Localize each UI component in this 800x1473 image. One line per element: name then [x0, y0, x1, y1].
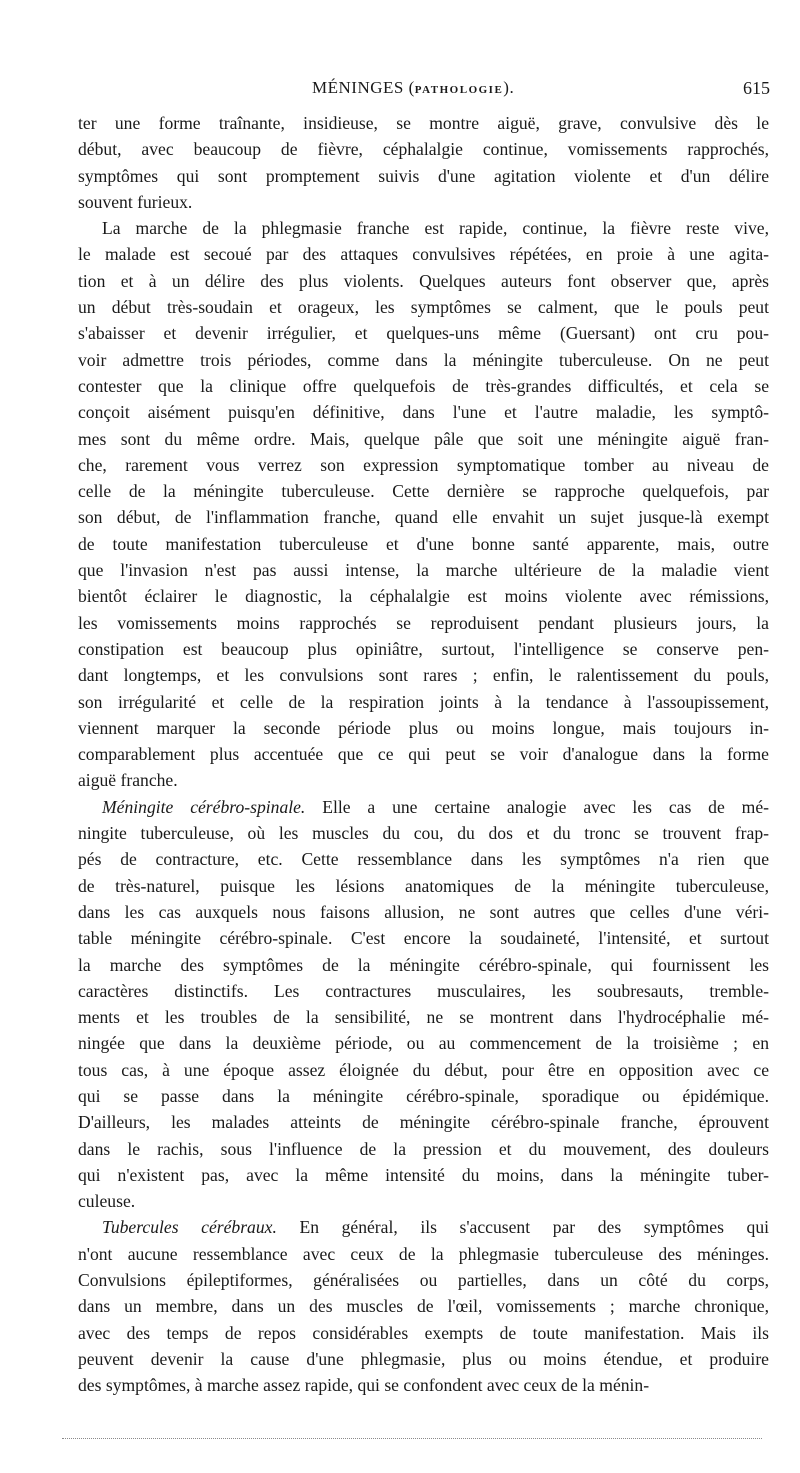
- text-line: le malade est secoué par des attaques convulsives répétées, en proie à une agita-: [78, 244, 769, 265]
- text-line: symptômes qui sont promptement suivis d'une agitation violente et d'un délire: [78, 165, 769, 186]
- text-line: constipation est beaucoup plus opiniâtre, surtout, l'intelligence se conserve pen-: [78, 638, 769, 659]
- text-line: début, avec beaucoup de fièvre, céphalalgie continue, vomissements rapprochés,: [78, 139, 769, 160]
- text-line: des symptômes, à marche assez rapide, qui se confondent avec ceux de la ménin-: [78, 1375, 650, 1396]
- paragraph: [78, 215, 769, 794]
- text-line: bientôt éclairer le diagnostic, la céphalalgie est moins violente avec rémissions,: [78, 586, 769, 607]
- text-line: ningite tuberculeuse, où les muscles du cou, du dos et du tronc se trouvent frap-: [78, 823, 769, 844]
- text-line: comparablement plus accentuée que ce qui peut se voir d'analogue dans la forme: [78, 744, 769, 765]
- text-line: ter une forme traînante, insidieuse, se montre aiguë, grave, convulsive dès le: [78, 113, 769, 133]
- running-title-end: ).: [503, 78, 515, 97]
- text-line: voir admettre trois périodes, comme dans la méningite tuberculeuse. On ne peut: [78, 349, 769, 370]
- paragraph: [78, 794, 769, 1215]
- text-line: aiguë franche.: [78, 770, 178, 791]
- text-line: s'abaisser et devenir irrégulier, et quelques-uns même (Guersant) ont cru pou-: [78, 323, 769, 344]
- text-line: peuvent devenir la cause d'une phlegmasie, plus ou moins étendue, et produire: [78, 1348, 769, 1369]
- text-line: la marche des symptômes de la méningite cérébro-spinale, qui fournissent les: [78, 954, 769, 975]
- text-line: dans les cas auxquels nous faisons allusion, ne sont autres que celles d'une véri-: [78, 901, 769, 922]
- text-line: que l'invasion n'est pas aussi intense, la marche ultérieure de la maladie vient: [78, 560, 769, 581]
- text-line: ments et les troubles de la sensibilité, ne se montrent dans l'hydrocéphalie mé-: [78, 1007, 769, 1028]
- paragraph-heading: Méningite cérébro-spinale.: [102, 796, 306, 817]
- paragraph-heading: Tubercules cérébraux.: [102, 1217, 277, 1238]
- text-line: ningée que dans la deuxième période, ou au commencement de la troisième ; en: [78, 1033, 769, 1054]
- running-title-smallcaps: PATHOLOGIE: [414, 84, 504, 96]
- text-line: les vomissements moins rapprochés se reproduisent pendant plusieurs jours, la: [78, 612, 769, 633]
- paragraph: [78, 110, 769, 215]
- page-header: [80, 78, 770, 104]
- text-line: de toute manifestation tuberculeuse et d'une bonne santé apparente, mais, outre: [78, 533, 769, 554]
- text-line: son irrégularité et celle de la respiration joints à la tendance à l'assoupissement,: [78, 691, 769, 712]
- text-line: table méningite cérébro-spinale. C'est encore la soudaineté, l'intensité, et surtout: [78, 928, 769, 949]
- text-line: che, rarement vous verrez son expression symptomatique tomber au niveau de: [78, 454, 769, 475]
- text-line: viennent marquer la seconde période plus ou moins longue, mais toujours in-: [78, 717, 769, 738]
- text-line: son début, de l'inflammation franche, quand elle envahit un sujet jusque-là exempt: [78, 507, 769, 528]
- paragraph: [78, 1214, 769, 1398]
- text-line: dans un membre, dans un des muscles de l'œil, vomissements ; marche chronique,: [78, 1296, 769, 1317]
- running-title: [312, 78, 514, 98]
- text-line: tion et à un délire des plus violents. Quelques auteurs font observer que, après: [78, 270, 769, 291]
- paragraph-first-line: [78, 1214, 769, 1240]
- body-text: [78, 110, 769, 1399]
- paragraph-heading-rest: En général, ils s'accusent par des symptômes qui: [276, 1217, 769, 1238]
- text-line: caractères distinctifs. Les contractures musculaires, les soubresauts, tremble-: [78, 980, 769, 1001]
- page-number: 615: [743, 78, 770, 98]
- text-line: La marche de la phlegmasie franche est rapide, continue, la fièvre reste vive,: [102, 218, 769, 239]
- text-line: contester que la clinique offre quelquefois de très-grandes difficultés, et cela se: [78, 375, 769, 396]
- text-line: avec des temps de repos considérables exempts de toute manifestation. Mais ils: [78, 1322, 769, 1343]
- text-line: Convulsions épileptiformes, généralisées ou partielles, dans un côté du corps,: [78, 1270, 769, 1291]
- text-line: dans le rachis, sous l'influence de la pression et du mouvement, des douleurs: [78, 1138, 769, 1159]
- text-line: qui se passe dans la méningite cérébro-spinale, sporadique ou épidémique.: [78, 1085, 769, 1106]
- running-title-main: MÉNINGES (: [312, 78, 415, 97]
- text-line: n'ont aucune ressemblance avec ceux de la phlegmasie tuberculeuse des méninges.: [78, 1243, 769, 1264]
- text-line: conçoit aisément puisqu'en définitive, dans l'une et l'autre maladie, les symptô-: [78, 402, 769, 423]
- paragraph-first-line: [78, 794, 769, 820]
- paragraph-heading-rest: Elle a une certaine analogie avec les cas de mé-: [305, 796, 769, 817]
- text-line: souvent furieux.: [78, 191, 193, 212]
- text-line: mes sont du même ordre. Mais, quelque pâle que soit une méningite aiguë fran-: [78, 428, 769, 449]
- text-line: de très-naturel, puisque les lésions anatomiques de la méningite tuberculeuse,: [78, 875, 769, 896]
- text-line: pés de contracture, etc. Cette ressemblance dans les symptômes n'a rien que: [78, 849, 769, 870]
- text-line: celle de la méningite tuberculeuse. Cette dernière se rapproche quelquefois, par: [78, 481, 769, 502]
- text-line: tous cas, à une époque assez éloignée du début, pour être en opposition avec ce: [78, 1059, 769, 1080]
- text-line: culeuse.: [78, 1191, 136, 1212]
- text-line: dant longtemps, et les convulsions sont rares ; enfin, le ralentissement du pouls,: [78, 665, 769, 686]
- bottom-rule-dots: [62, 1436, 762, 1439]
- text-line: qui n'existent pas, avec la même intensité du moins, dans la méningite tuber-: [78, 1164, 769, 1185]
- text-line: D'ailleurs, les malades atteints de méningite cérébro-spinale franche, éprouvent: [78, 1112, 769, 1133]
- text-line: un début très-soudain et orageux, les symptômes se calment, que le pouls peut: [78, 297, 769, 318]
